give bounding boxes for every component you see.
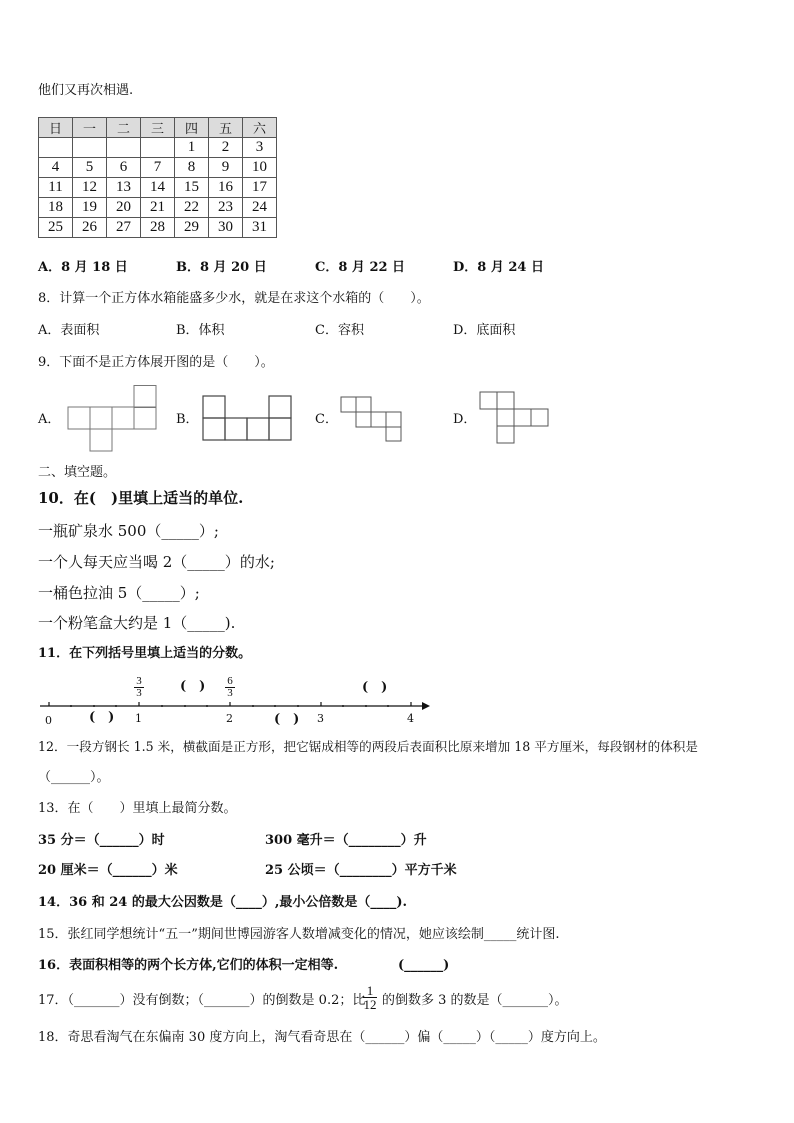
calendar-cell: 13 [107, 178, 141, 198]
q10-line: 一个粉笔盒大约是 1（_____). [38, 614, 236, 632]
calendar-header-cell: 二 [107, 118, 141, 138]
cube-net-d [479, 391, 551, 447]
q9-label-b: B． [176, 412, 199, 427]
calendar-cell: 15 [175, 178, 209, 198]
calendar-cell: 9 [209, 158, 243, 178]
q10-stem: 10．在( )里填上适当的单位. [38, 489, 244, 507]
q14-text: 14．36 和 24 的最大公因数是（____）,最小公倍数是（____). [38, 895, 408, 910]
fraction-denominator: 3 [227, 687, 233, 699]
answer-blank-below[interactable]: ( ) [274, 712, 300, 727]
fraction-1-over-12 [362, 984, 378, 1011]
tick-label-1: 1 [135, 712, 142, 725]
calendar-cell: 1 [175, 138, 209, 158]
tick-label-4: 4 [407, 712, 414, 725]
q13-item: 300 毫升＝（________）升 [265, 833, 427, 848]
section-fill-in-title: 二、填空题。 [38, 465, 117, 480]
calendar-header-row [39, 118, 277, 138]
calendar-cell: 26 [73, 218, 107, 238]
calendar-header-cell: 五 [209, 118, 243, 138]
calendar-cell: 16 [209, 178, 243, 198]
calendar-cell: 31 [243, 218, 277, 238]
calendar-cell: 25 [39, 218, 73, 238]
fraction-6-over-3 [224, 676, 236, 699]
calendar-cell [39, 138, 73, 158]
calendar-header-cell: 四 [175, 118, 209, 138]
fraction-numerator: 3 [136, 675, 142, 687]
calendar-cell: 24 [243, 198, 277, 218]
calendar-row [39, 218, 277, 238]
fraction-denominator: 3 [136, 687, 142, 699]
calendar-cell: 3 [243, 138, 277, 158]
q18-text: 18．奇思看淘气在东偏南 30 度方向上，淘气看奇思在（______）偏（_____）（_____）度方向上。 [38, 1030, 606, 1045]
q13-item: 25 公顷＝（________）平方千米 [265, 863, 457, 878]
fraction-3-over-3 [133, 676, 145, 699]
q13-item: 20 厘米＝（______）米 [38, 863, 178, 878]
calendar-cell: 4 [39, 158, 73, 178]
q9-label-c: C． [315, 412, 338, 427]
fraction-numerator: 6 [227, 675, 233, 687]
q8-stem: 8．计算一个正方体水箱能盛多少水，就是在求这个水箱的（ ）。 [38, 291, 430, 306]
calendar-cell: 6 [107, 158, 141, 178]
q17-part2: 的倒数多 3 的数是（_______）。 [382, 993, 568, 1008]
q16-judge-blank[interactable]: (______) [398, 958, 450, 973]
calendar-cell: 20 [107, 198, 141, 218]
calendar-cell: 21 [141, 198, 175, 218]
calendar-cell: 7 [141, 158, 175, 178]
calendar-cell: 2 [209, 138, 243, 158]
q17-part1: 17．（_______）没有倒数；（_______）的倒数是 0.2；比 [38, 993, 366, 1008]
calendar-cell: 23 [209, 198, 243, 218]
calendar-cell [141, 138, 175, 158]
calendar-header-cell: 六 [243, 118, 277, 138]
q13-item: 35 分＝（______）时 [38, 833, 165, 848]
calendar-cell [107, 138, 141, 158]
q7-option-b: B．8 月 20 日 [176, 260, 267, 275]
calendar-cell: 28 [141, 218, 175, 238]
fraction-denominator: 12 [363, 997, 377, 1012]
intro-line: 他们又再次相遇. [38, 83, 134, 98]
q11-stem: 11．在下列括号里填上适当的分数。 [38, 646, 252, 661]
q9-stem: 9．下面不是正方体展开图的是（ ）。 [38, 355, 274, 370]
calendar-header-cell: 三 [141, 118, 175, 138]
q7-option-a: A．8 月 18 日 [38, 260, 128, 275]
calendar-cell: 12 [73, 178, 107, 198]
answer-blank-above[interactable]: ( ) [362, 680, 388, 695]
tick-label-2: 2 [226, 712, 233, 725]
fraction-numerator: 1 [366, 983, 374, 998]
calendar-cell: 17 [243, 178, 277, 198]
calendar-cell: 19 [73, 198, 107, 218]
q7-option-d: D．8 月 24 日 [453, 260, 544, 275]
calendar-cell: 22 [175, 198, 209, 218]
cube-net-c [340, 396, 402, 442]
calendar-cell: 30 [209, 218, 243, 238]
q16-text: 16．表面积相等的两个长方体,它们的体积一定相等. [38, 958, 339, 973]
q8-option-b: B．体积 [176, 323, 225, 338]
calendar-cell: 8 [175, 158, 209, 178]
tick-label-0: 0 [45, 714, 52, 727]
q8-option-a: A．表面积 [38, 323, 100, 338]
calendar-table [38, 117, 277, 238]
q10-line: 一个人每天应当喝 2（_____）的水; [38, 553, 275, 571]
q9-label-d: D． [453, 412, 477, 427]
q7-option-c: C．8 月 22 日 [315, 260, 406, 275]
cube-net-b [202, 395, 294, 441]
calendar-header-cell: 一 [73, 118, 107, 138]
q12-line1: 12．一段方钢长 1.5 米，横截面是正方形，把它锯成相等的两段后表面积比原来增加 18 平方厘米，每段钢材的体积是 [38, 739, 698, 754]
calendar-cell: 18 [39, 198, 73, 218]
calendar-header-cell: 日 [39, 118, 73, 138]
calendar-cell: 11 [39, 178, 73, 198]
answer-blank-below[interactable]: ( ) [89, 710, 115, 725]
cube-net-a [67, 385, 159, 455]
q10-line: 一瓶矿泉水 500（_____）; [38, 522, 219, 540]
calendar-cell: 5 [73, 158, 107, 178]
calendar-cell: 29 [175, 218, 209, 238]
q8-option-d: D．底面积 [453, 323, 516, 338]
q9-label-a: A． [38, 412, 61, 427]
calendar-cell [73, 138, 107, 158]
q15-text: 15．张红同学想统计“五一”期间世博园游客人数增减变化的情况，她应该绘制_____统计图. [38, 927, 560, 942]
calendar-row [39, 158, 277, 178]
calendar-cell: 27 [107, 218, 141, 238]
calendar-cell: 14 [141, 178, 175, 198]
calendar-cell: 10 [243, 158, 277, 178]
q10-line: 一桶色拉油 5（_____）; [38, 584, 200, 602]
calendar-row [39, 198, 277, 218]
calendar-row [39, 178, 277, 198]
calendar-row [39, 138, 277, 158]
q13-stem: 13．在（ ）里填上最简分数。 [38, 801, 237, 816]
q12-line2: （______）。 [38, 770, 110, 785]
answer-blank-above[interactable]: ( ) [180, 679, 206, 694]
tick-label-3: 3 [317, 712, 324, 725]
q8-option-c: C．容积 [315, 323, 364, 338]
